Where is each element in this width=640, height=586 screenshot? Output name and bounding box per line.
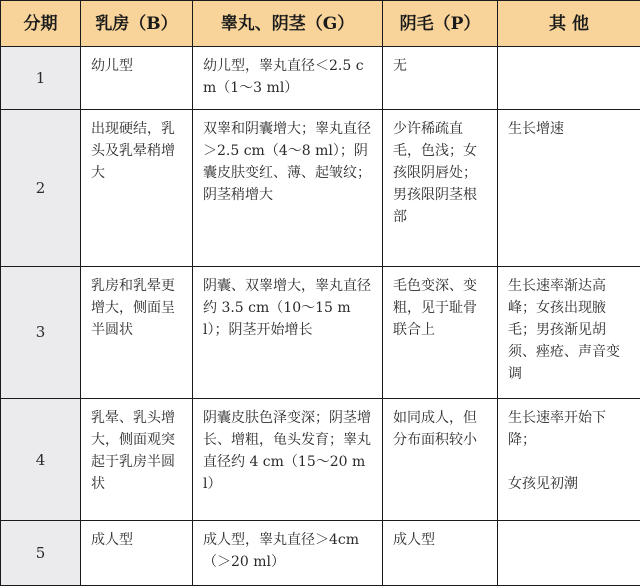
breast-cell: 成人型	[81, 521, 193, 586]
other-cell	[498, 521, 640, 586]
breast-cell: 幼儿型	[81, 47, 193, 110]
header-breast: 乳房（B）	[81, 1, 193, 47]
pubic-hair-cell: 如同成人，但分布面积较小	[383, 398, 498, 521]
other-line: 生长速率开始下降；	[508, 409, 606, 448]
other-cell: 生长增速	[498, 110, 640, 266]
breast-cell: 出现硬结，乳头及乳晕稍增大	[81, 110, 193, 266]
header-other: 其 他	[498, 1, 640, 47]
header-genital: 睾丸、阴茎（G）	[193, 1, 383, 47]
genital-cell: 成人型，睾丸直径＞4cm（＞20 ml）	[193, 521, 383, 586]
breast-cell: 乳晕、乳头增大，侧面观突起于乳房半圆状	[81, 398, 193, 521]
stage-cell: 1	[1, 47, 81, 110]
other-cell	[498, 47, 640, 110]
pubic-hair-cell: 少许稀疏直毛，色浅；女孩限阴唇处；男孩限阴茎根部	[383, 110, 498, 266]
header-stage: 分期	[1, 1, 81, 47]
table-row	[1, 47, 640, 110]
other-cell	[498, 398, 640, 521]
table-row	[1, 398, 640, 521]
genital-cell: 阴囊、双睾增大，睾丸直径约 3.5 cm（10～15 ml）；阴茎开始增长	[193, 266, 383, 398]
pubic-hair-cell: 无	[383, 47, 498, 110]
genital-cell: 幼儿型，睾丸直径＜2.5 cm（1～3 ml）	[193, 47, 383, 110]
stage-cell: 3	[1, 266, 81, 398]
genital-cell: 阴囊皮肤色泽变深；阴茎增长、增粗，龟头发育；睾丸直径约 4 cm（15～20 ml）	[193, 398, 383, 521]
stage-cell: 2	[1, 110, 81, 266]
other-line: 女孩见初潮	[508, 475, 578, 492]
header-row	[1, 1, 640, 47]
genital-cell: 双睾和阴囊增大；睾丸直径＞2.5 cm（4～8 ml）；阴囊皮肤变红、薄、起皱纹；阴茎稍增大	[193, 110, 383, 266]
pubic-hair-cell: 毛色变深、变粗，见于耻骨联合上	[383, 266, 498, 398]
header-pubic-hair: 阴毛（P）	[383, 1, 498, 47]
table-row	[1, 110, 640, 266]
breast-cell: 乳房和乳晕更增大，侧面呈半圆状	[81, 266, 193, 398]
table-row	[1, 521, 640, 586]
stage-cell: 4	[1, 398, 81, 521]
other-cell: 生长速率渐达高峰；女孩出现腋毛；男孩渐见胡须、痤疮、声音变调	[498, 266, 640, 398]
stage-cell: 5	[1, 521, 81, 586]
line-gap	[508, 451, 630, 473]
pubic-hair-cell: 成人型	[383, 521, 498, 586]
table-row	[1, 266, 640, 398]
